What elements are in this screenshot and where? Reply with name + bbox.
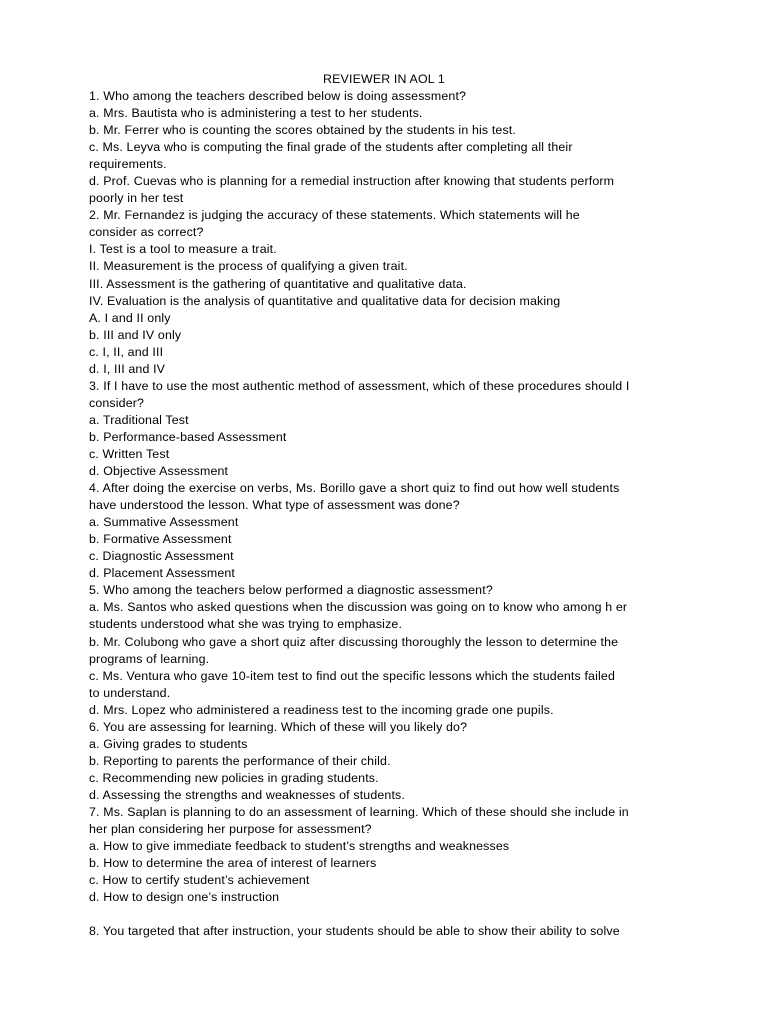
text-line: d. How to design one’s instruction <box>89 890 280 905</box>
text-line: a. Mrs. Bautista who is administering a test to her students. <box>89 106 423 121</box>
text-line: IV. Evaluation is the analysis of quantitative and qualitative data for decision making <box>89 293 561 308</box>
text-line: c. I, II, and III <box>89 344 164 359</box>
text-line: a. Traditional Test <box>89 412 189 427</box>
text-line: III. Assessment is the gathering of quantitative and qualitative data. <box>89 276 467 291</box>
document-body <box>89 88 689 940</box>
text-line: 7. Ms. Saplan is planning to do an assessment of learning. Which of these should she include in <box>89 804 629 819</box>
text-line: d. Prof. Cuevas who is planning for a remedial instruction after knowing that students perform <box>89 174 615 189</box>
text-line: c. Recommending new policies in grading students. <box>89 770 379 785</box>
text-line: 5. Who among the teachers below performed a diagnostic assessment? <box>89 583 493 598</box>
text-line: to understand. <box>89 685 171 700</box>
text-line: a. Ms. Santos who asked questions when the discussion was going on to know who among h er <box>89 600 628 615</box>
text-line: 4. After doing the exercise on verbs, Ms. Borillo gave a short quiz to find out how well students <box>89 481 620 496</box>
text-line: b. Mr. Colubong who gave a short quiz after discussing thoroughly the lesson to determine the <box>89 634 619 649</box>
text-line: b. Mr. Ferrer who is counting the scores obtained by the students in his test. <box>89 123 516 138</box>
text-line: b. Reporting to parents the performance of their child. <box>89 753 391 768</box>
blank-line <box>89 906 689 923</box>
text-line: d. Placement Assessment <box>89 566 236 581</box>
text-line: d. Mrs. Lopez who administered a readiness test to the incoming grade one pupils. <box>89 702 554 717</box>
text-line: requirements. <box>89 157 167 172</box>
text-line: c. Written Test <box>89 446 170 461</box>
text-line: a. How to give immediate feedback to student’s strengths and weaknesses <box>89 839 510 854</box>
text-line: 2. Mr. Fernandez is judging the accuracy of these statements. Which statements will he <box>89 208 580 223</box>
text-line: 8. You targeted that after instruction, your students should be able to show their ability to solve <box>89 924 620 939</box>
text-line: c. How to certify student’s achievement <box>89 873 310 888</box>
text-line: students understood what she was trying to emphasize. <box>89 617 403 632</box>
text-line: c. Diagnostic Assessment <box>89 549 234 564</box>
text-line: a. Giving grades to students <box>89 736 248 751</box>
text-line: I. Test is a tool to measure a trait. <box>89 242 277 257</box>
text-line: d. I, III and IV <box>89 361 166 376</box>
document-title: REVIEWER IN AOL 1 <box>323 72 445 86</box>
text-line: c. Ms. Ventura who gave 10-item test to find out the specific lessons which the students failed <box>89 668 615 683</box>
text-line: c. Ms. Leyva who is computing the final grade of the students after completing all their <box>89 140 573 155</box>
text-line: consider as correct? <box>89 225 204 240</box>
text-line: b. Formative Assessment <box>89 532 232 547</box>
text-line: A. I and II only <box>89 310 171 325</box>
text-line: b. Performance-based Assessment <box>89 429 287 444</box>
text-line: d. Assessing the strengths and weaknesses of students. <box>89 787 405 802</box>
text-line: a. Summative Assessment <box>89 515 239 530</box>
text-line: b. How to determine the area of interest of learners <box>89 856 377 871</box>
text-line: 3. If I have to use the most authentic method of assessment, which of these procedures should I <box>89 378 630 393</box>
text-line: poorly in her test <box>89 191 184 206</box>
text-line: b. III and IV only <box>89 327 182 342</box>
text-line: have understood the lesson. What type of assessment was done? <box>89 498 460 513</box>
text-line: her plan considering her purpose for assessment? <box>89 822 372 837</box>
text-line: d. Objective Assessment <box>89 464 229 479</box>
text-line: II. Measurement is the process of qualifying a given trait. <box>89 259 408 274</box>
text-line: consider? <box>89 395 145 410</box>
text-line: 6. You are assessing for learning. Which of these will you likely do? <box>89 719 468 734</box>
text-line: programs of learning. <box>89 651 210 666</box>
text-line: 1. Who among the teachers described below is doing assessment? <box>89 89 467 103</box>
